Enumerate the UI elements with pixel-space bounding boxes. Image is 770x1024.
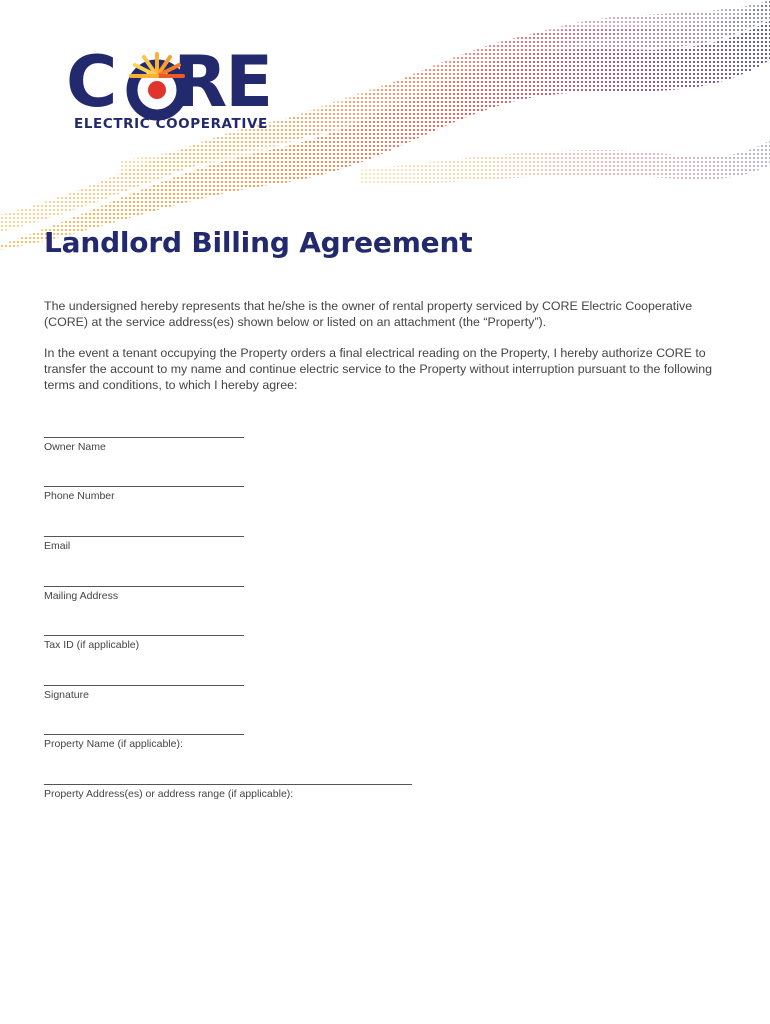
property-name-label: Property Name (if applicable):	[44, 738, 183, 750]
logo-letters-re: RE	[173, 41, 272, 123]
phone-number-field[interactable]	[44, 486, 244, 502]
owner-name-label: Owner Name	[44, 441, 106, 453]
mailing-address-field[interactable]	[44, 586, 244, 602]
mailing-address-line[interactable]	[44, 586, 244, 587]
logo-letter-c: C	[66, 41, 116, 123]
mailing-address-label: Mailing Address	[44, 590, 119, 602]
owner-name-field[interactable]	[44, 437, 244, 453]
logo-subtitle: ELECTRIC COOPERATIVE	[74, 116, 268, 132]
property-address-label: Property Address(es) or address range (if applicable):	[44, 788, 294, 800]
authorization-paragraph: In the event a tenant occupying the Property orders a final electrical reading on the Property, I hereby authorize CORE to transfer the account to my name and continue electric service to the Property without interruption pursuant to the following terms and conditions, to which I hereby agree:	[44, 346, 713, 392]
signature-line[interactable]	[44, 685, 244, 686]
signature-field[interactable]	[44, 685, 244, 701]
phone-number-line[interactable]	[44, 486, 244, 487]
email-field[interactable]	[44, 536, 244, 552]
tax-id-label: Tax ID (if applicable)	[44, 639, 140, 651]
email-line[interactable]	[44, 536, 244, 537]
tax-id-field[interactable]	[44, 635, 244, 651]
core-logo	[66, 42, 306, 137]
property-name-line[interactable]	[44, 734, 244, 735]
property-name-field[interactable]	[44, 734, 244, 750]
document-title: Landlord Billing Agreement	[44, 226, 473, 259]
tax-id-line[interactable]	[44, 635, 244, 636]
sun-icon	[126, 46, 188, 122]
signature-label: Signature	[44, 689, 89, 701]
owner-name-line[interactable]	[44, 437, 244, 438]
property-address-field[interactable]	[44, 784, 412, 800]
email-label: Email	[44, 540, 71, 552]
phone-number-label: Phone Number	[44, 490, 115, 502]
property-address-line[interactable]	[44, 784, 412, 785]
intro-paragraph: The undersigned hereby represents that he/she is the owner of rental property serviced by CORE Electric Cooperative (CORE) at the service address(es) shown below or listed on an attachment (the “Property”).	[44, 299, 693, 329]
